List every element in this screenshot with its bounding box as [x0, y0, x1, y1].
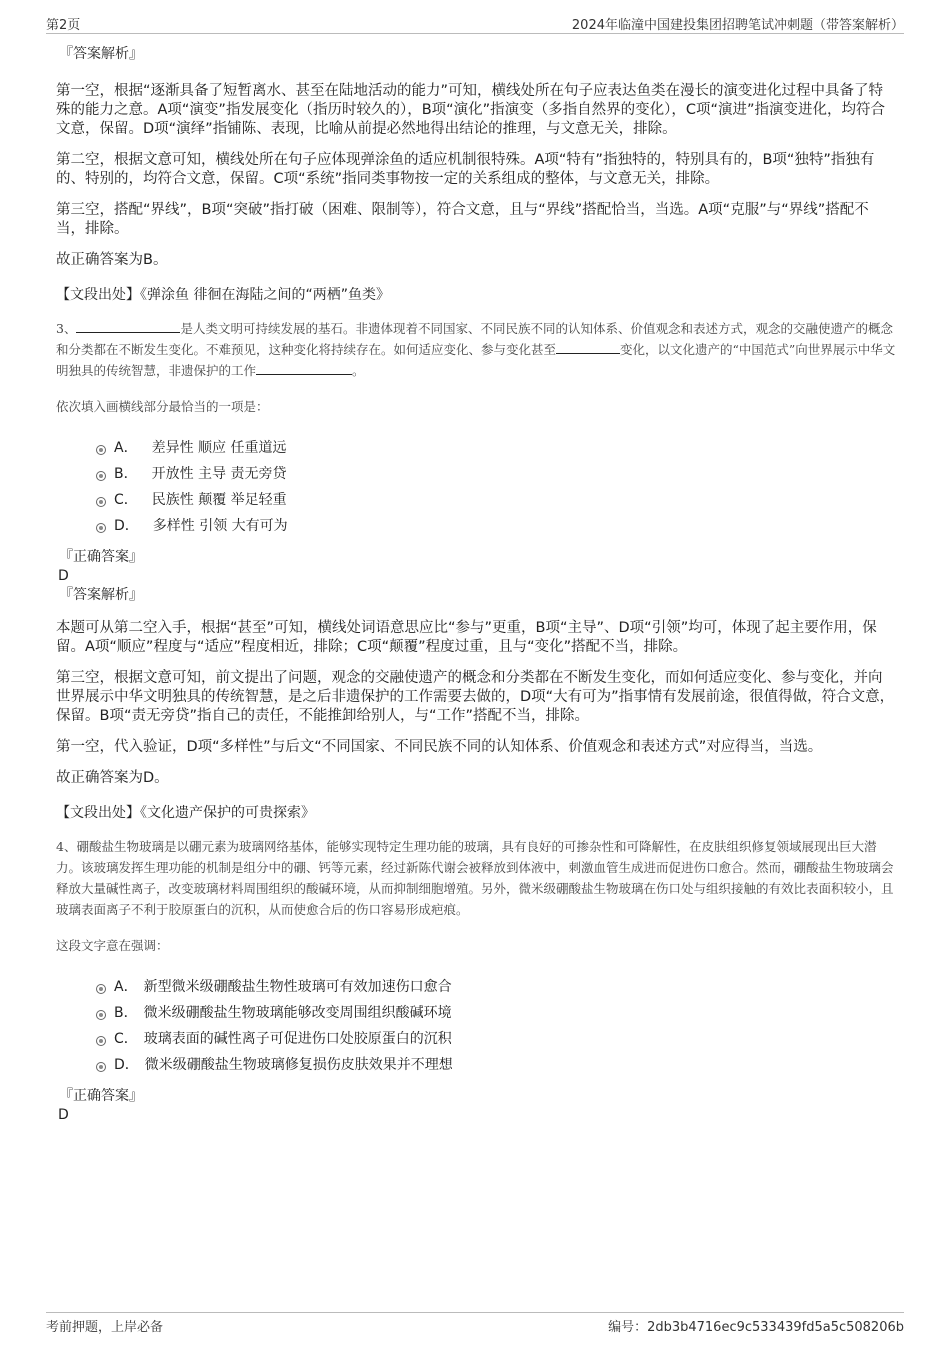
option-c[interactable]: C． 玻璃表面的碱性离子可促进伤口处胶原蛋白的沉积: [96, 1026, 896, 1052]
blank-line: [556, 340, 620, 354]
radio-icon[interactable]: [96, 445, 106, 455]
analysis-conclusion: 故正确答案为D。: [56, 770, 169, 786]
radio-icon[interactable]: [96, 523, 106, 533]
option-d[interactable]: D． 多样性 引领 大有可为: [96, 513, 896, 539]
analysis-conclusion: 故正确答案为B。: [56, 252, 168, 268]
radio-icon[interactable]: [96, 471, 106, 481]
radio-icon[interactable]: [96, 497, 106, 507]
page-footer: [46, 1312, 904, 1334]
correct-answer: D: [58, 1107, 69, 1123]
footer-slogan: 考前押题，上岸必备: [46, 1320, 164, 1335]
analysis-paragraph: 第三空，搭配“界线”，B项“突破”指打破（困难、限制等），符合文意，且与“界线”搭配恰当，当选。A项“克服”与“界线”搭配不当，排除。: [56, 202, 869, 237]
page-header: [46, 14, 904, 34]
radio-icon[interactable]: [96, 1062, 106, 1072]
source-citation: 【文段出处】《文化遗产保护的可贵探索》: [56, 805, 315, 821]
question-number: 3、: [56, 321, 77, 336]
document-id: 编号：2db3b4716ec9c533439fd5a5c508206b: [608, 1320, 904, 1335]
question-4-stem: 4、硼酸盐生物玻璃是以硼元素为玻璃网络基体，能够实现特定生理功能的玻璃，具有良好的可掺杂性和可降解性，在皮肤组织修复领域展现出巨大潜力。该玻璃发挥生理功能的机制是组分中的硼、钙等元素，经过新陈代谢会被释放到体液中，刺激血管生成进而促进伤口愈合。然而，硼酸盐生物玻璃会释放大量碱性离子，改变玻璃材料周围组织的酸碱环境，从而抑制细胞增殖。另外，微米级硼酸盐生物玻璃在伤口处与组织接触的有效比表面积较小，且玻璃表面离子不利于胶原蛋白的沉积，从而使愈合后的伤口容易形成疤痕。: [56, 839, 894, 917]
question-text: 变化，以文化遗产的“中国范式”向世界展示中华文明独具的传统智慧，非遗保护的工作: [56, 342, 896, 378]
analysis-paragraph: 第一空，代入验证，D项“多样性”与后文“不同国家、不同民族不同的认知体系、价值观念和表述方式”对应得当，当选。: [56, 739, 823, 755]
analysis-paragraph: 本题可从第二空入手，根据“甚至”可知，横线处词语意思应比“参与”更重，B项“主导”、D项“引领”均可，体现了起主要作用，保留。A项“顺应”程度与“适应”程度相近，排除；C项“颠覆”程度过重，且与“变化”搭配不当，排除。: [56, 620, 877, 655]
radio-icon[interactable]: [96, 1010, 106, 1020]
option-b[interactable]: B． 开放性 主导 责无旁贷: [96, 461, 896, 487]
question-3-options: [96, 435, 896, 539]
question-prompt: 这段文字意在强调：: [56, 938, 169, 953]
correct-answer: D: [58, 568, 69, 584]
option-d[interactable]: D． 微米级硼酸盐生物玻璃修复损伤皮肤效果并不理想: [96, 1052, 896, 1078]
blank-line: [256, 361, 352, 375]
question-3-stem: [56, 318, 896, 381]
analysis-label: 『答案解析』: [59, 587, 143, 603]
analysis-paragraph: 第一空，根据“逐渐具备了短暂离水、甚至在陆地活动的能力”可知，横线处所在句子应表达鱼类在漫长的演变进化过程中具备了特殊的能力之意。A项“演变”指发展变化（指历时较久的），B项“演化”指演变（多指自然界的变化），C项“演进”指演变进化，均符合文意，保留。D项“演绎”指铺陈、表现，比喻从前提必然地得出结论的推理，与文意无关，排除。: [56, 83, 886, 137]
blank-line: [76, 319, 180, 333]
option-c[interactable]: C． 民族性 颠覆 举足轻重: [96, 487, 896, 513]
analysis-paragraph: 第三空，根据文意可知，前文提出了问题，观念的交融使遗产的概念和分类都在不断发生变化，而如何适应变化、参与变化，并向世界展示中华文明独具的传统智慧，是之后非遗保护的工作需要去做的，D项“大有可为”指事情有发展前途，很值得做，符合文意，保留。B项“责无旁贷”指自己的责任，不能推卸给别人，与“工作”搭配不当，排除。: [56, 670, 895, 724]
radio-icon[interactable]: [96, 1036, 106, 1046]
analysis-label: 『答案解析』: [59, 46, 143, 62]
question-prompt: 依次填入画横线部分最恰当的一项是：: [56, 399, 269, 414]
page-number: 第2页: [46, 18, 81, 33]
correct-answer-label: 『正确答案』: [59, 1088, 143, 1104]
option-a[interactable]: A． 差异性 顺应 任重道远: [96, 435, 896, 461]
question-text: 是人类文明可持续发展的基石。非遗体现着不同国家、不同民族不同的认知体系、价值观念和表述方式，观念的交融使遗产的概念和分类都在不断发生变化。不难预见，这种变化将持续存在。如何适应变化、参与变化甚至: [56, 321, 893, 357]
page-content: [56, 44, 896, 1124]
correct-answer-label: 『正确答案』: [59, 549, 143, 565]
source-citation: 【文段出处】《弹涂鱼 徘徊在海陆之间的“两栖”鱼类》: [56, 287, 390, 303]
question-4-options: [96, 974, 896, 1078]
option-a[interactable]: A． 新型微米级硼酸盐生物性玻璃可有效加速伤口愈合: [96, 974, 896, 1000]
radio-icon[interactable]: [96, 984, 106, 994]
document-title: 2024年临潼中国建投集团招聘笔试冲刺题（带答案解析）: [571, 18, 904, 33]
question-text: 。: [352, 363, 365, 378]
analysis-paragraph: 第二空，根据文意可知，横线处所在句子应体现弹涂鱼的适应机制很特殊。A项“特有”指独特的，特别具有的，B项“独特”指独有的、特别的，均符合文意，保留。C项“系统”指同类事物按一定的关系组成的整体，与文意无关，排除。: [56, 152, 875, 187]
option-b[interactable]: B． 微米级硼酸盐生物玻璃能够改变周围组织酸碱环境: [96, 1000, 896, 1026]
